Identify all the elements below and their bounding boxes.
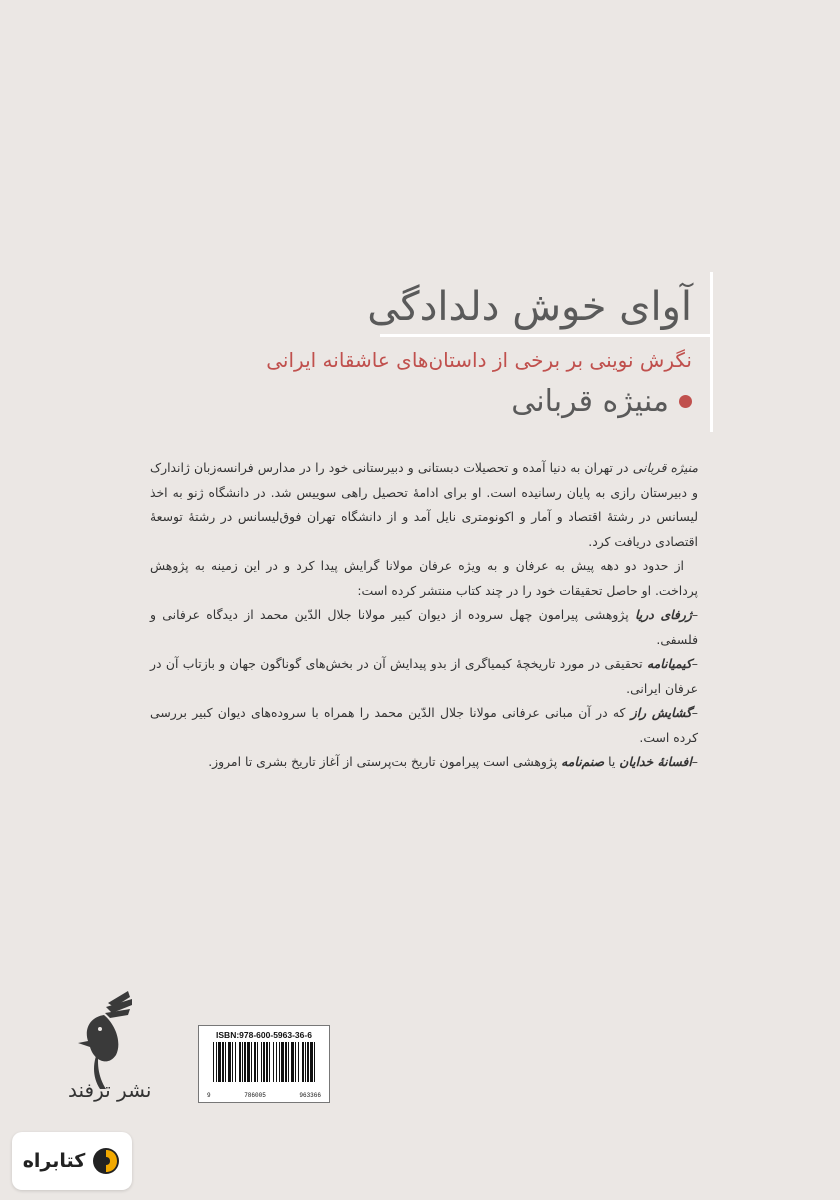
barcode-icon	[213, 1042, 317, 1088]
work-title: افسانهٔ خدایان	[619, 754, 692, 769]
isbn-barcode	[198, 1025, 330, 1103]
bullet-dot-icon	[679, 395, 692, 408]
list-item: –ژرفای دریا پژوهشی پیرامون چهل سروده از دیوان کبیر مولانا جلال الدّین محمد از دیدگاه عرفانی و فلسفی.	[150, 607, 699, 647]
title-divider	[380, 334, 710, 337]
work-title: گشایش راز	[630, 705, 692, 720]
list-item: –گشایش راز که در آن مبانی عرفانی مولانا جلال الدّین محمد را همراه با سروده‌های دیوان کبیر بررسی کرده است.	[150, 705, 698, 745]
barcode-digits: 9 786005 963366	[207, 1092, 321, 1099]
list-item: –کیمیانامه تحقیقی در مورد تاریخچهٔ کیمیاگری از بدو پیدایش آن در بخش‌های گوناگون جهان و بازتاب آن در عرفان ایرانی.	[150, 656, 698, 696]
work-title: ژرفای دریا	[635, 607, 692, 622]
book-subtitle: نگرش نوینی بر برخی از داستان‌های عاشقانه ایرانی	[266, 348, 692, 372]
bio-paragraph-2: از حدود دو دهه پیش به عرفان و به ویژه عرفان مولانا گرایش پیدا کرد و در این زمینه به پژوهش پرداخت. او حاصل تحقیقات خود را در چند کتاب منتشر کرده است:	[150, 558, 698, 598]
book-title: آوای خوش دلدادگی	[367, 284, 692, 330]
work-title: کیمیانامه	[646, 656, 692, 671]
author-name: منیژه قربانی	[511, 384, 669, 419]
author-biography	[150, 456, 698, 775]
bio-author-name: منیژه قربانی	[632, 460, 698, 475]
ketabrah-watermark[interactable]	[12, 1132, 132, 1190]
list-item: –افسانهٔ خدایان یا صنم‌نامه پژوهشی است پیرامون تاریخ بت‌پرستی از آغاز تاریخ بشری تا امروز.	[208, 754, 698, 769]
title-block	[266, 272, 713, 432]
author-row	[511, 384, 692, 419]
ketabrah-logo-icon	[91, 1146, 121, 1176]
work-title: صنم‌نامه	[561, 754, 605, 769]
bio-paragraph-1: منیژه قربانی در تهران به دنیا آمده و تحصیلات دبستانی و دبیرستانی خود را در مدارس فرانسه‌زبان ژاندارک و دبیرستان رازی به پایان رسانیده است. او برای ادامهٔ تحصیل راهی سوییس شد. در دانشگاه ژنو به اخذ لیسانس در رشتهٔ اقتصاد و آمار و اکونومتری نایل آمد و از دانشگاه تهران فوق‌لیسانس در رشتهٔ توسعهٔ اقتصادی دریافت کرد.	[150, 460, 698, 549]
publisher-name: نشر ترفند	[68, 1078, 152, 1102]
works-list	[150, 603, 698, 775]
isbn-label: ISBN:978-600-5963-36-6	[216, 1030, 312, 1040]
ketabrah-name: کتابراه	[22, 1150, 86, 1172]
